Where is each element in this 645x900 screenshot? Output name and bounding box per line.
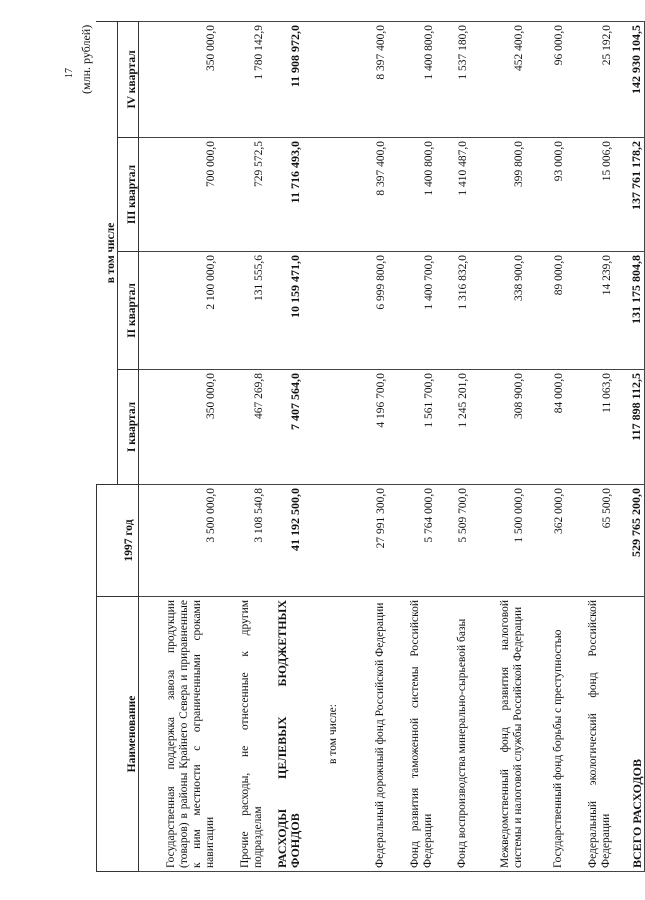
row-name: Прочие расходы, не отнесенные к другим подразделам: [217, 597, 265, 872]
page-number: 17: [64, 68, 75, 78]
table-row: [139, 21, 217, 871]
row-q2: 10 159 471,0: [265, 252, 303, 370]
row-q3: 15 006,0: [565, 138, 613, 252]
row-q2: 2 100 000,0: [139, 252, 217, 370]
row-q1: 11 063,0: [565, 370, 613, 485]
row-q4: 350 000,0: [139, 21, 217, 137]
row-name: Федеральный экологический фонд Российской Федерации: [565, 597, 613, 872]
row-name: Федеральный дорожный фонд Российской Федерации: [339, 597, 387, 872]
row-q1: 84 000,0: [525, 370, 565, 485]
row-q1: 467 269,8: [217, 370, 265, 485]
table-row: [303, 21, 339, 871]
row-name: Фонд воспроизводства минерально-сырьевой базы: [435, 597, 469, 872]
table-row: [435, 21, 469, 871]
budget-table: [96, 21, 645, 872]
row-q3: 729 572,5: [217, 138, 265, 252]
row-q4: 11 908 972,0: [265, 21, 303, 137]
row-year: 65 500,0: [565, 485, 613, 597]
row-q3: 11 716 493,0: [265, 138, 303, 252]
row-q1: 7 407 564,0: [265, 370, 303, 485]
row-caption: в том числе:: [303, 597, 339, 872]
table-row: [469, 21, 525, 871]
table-row: [387, 21, 435, 871]
row-year: 362 000,0: [525, 485, 565, 597]
row-q1: 4 196 700,0: [339, 370, 387, 485]
row-q2: 1 316 832,0: [435, 252, 469, 370]
row-q3: 1 400 800,0: [387, 138, 435, 252]
row-q2: 131 175 804,8: [613, 252, 645, 370]
row-name: ВСЕГО РАСХОДОВ: [613, 597, 645, 872]
header-q4: IV квартал: [118, 21, 139, 137]
row-q2: 338 900,0: [469, 252, 525, 370]
row-year: 529 765 200,0: [613, 485, 645, 597]
row-q3: 1 410 487,0: [435, 138, 469, 252]
row-q4: 8 397 400,0: [339, 21, 387, 137]
row-q1: 1 561 700,0: [387, 370, 435, 485]
row-year: 27 991 300,0: [339, 485, 387, 597]
row-q1: 308 900,0: [469, 370, 525, 485]
row-q4: 1 537 180,0: [435, 21, 469, 137]
header-q2: II квартал: [118, 252, 139, 370]
table-row: [265, 21, 303, 871]
table-row: [613, 21, 645, 871]
row-q1: 117 898 112,5: [613, 370, 645, 485]
row-q4: 1 400 800,0: [387, 21, 435, 137]
table-row: [217, 21, 265, 871]
row-name: Фонд развития таможенной системы Российской Федерации: [387, 597, 435, 872]
header-including: в том числе: [97, 21, 118, 484]
header-name: Наименование: [97, 597, 139, 872]
table-row: [525, 21, 565, 871]
row-name: Государственная поддержка завоза продукции (товаров) в районы Крайнего Севера и приравненные к ним местности с ограниченными сроками навигации: [139, 597, 217, 872]
header-q1: I квартал: [118, 370, 139, 485]
row-q2: 1 400 700,0: [387, 252, 435, 370]
row-q4: 25 192,0: [565, 21, 613, 137]
row-name: РАСХОДЫ ЦЕЛЕВЫХ БЮДЖЕТНЫХ ФОНДОВ: [265, 597, 303, 872]
row-q3: 93 000,0: [525, 138, 565, 252]
row-name: Межведомственный фонд развития налоговой системы и налоговой службы Российской Федерации: [469, 597, 525, 872]
row-year: 41 192 500,0: [265, 485, 303, 597]
units-label: (млн. рублей): [79, 24, 93, 94]
row-year: 3 108 540,8: [217, 485, 265, 597]
row-q3: 700 000,0: [139, 138, 217, 252]
row-q3: 137 761 178,2: [613, 138, 645, 252]
row-q4: 1 780 142,9: [217, 21, 265, 137]
header-q3: III квартал: [118, 138, 139, 252]
row-q3: 399 800,0: [469, 138, 525, 252]
row-q4: 452 400,0: [469, 21, 525, 137]
table-row: [339, 21, 387, 871]
row-q4: 96 000,0: [525, 21, 565, 137]
row-q2: 131 555,6: [217, 252, 265, 370]
row-q4: 142 930 104,5: [613, 21, 645, 137]
table-row: [565, 21, 613, 871]
row-q1: 350 000,0: [139, 370, 217, 485]
row-year: 1 500 000,0: [469, 485, 525, 597]
row-year: 5 509 700,0: [435, 485, 469, 597]
row-name: Государственный фонд борьбы с преступностью: [525, 597, 565, 872]
row-q1: 1 245 201,0: [435, 370, 469, 485]
row-q3: 8 397 400,0: [339, 138, 387, 252]
row-year: 3 500 000,0: [139, 485, 217, 597]
row-q2: 89 000,0: [525, 252, 565, 370]
row-year: 5 764 000,0: [387, 485, 435, 597]
header-row: [97, 21, 118, 871]
header-year: 1997 год: [97, 485, 139, 597]
row-q2: 14 239,0: [565, 252, 613, 370]
row-q2: 6 999 800,0: [339, 252, 387, 370]
